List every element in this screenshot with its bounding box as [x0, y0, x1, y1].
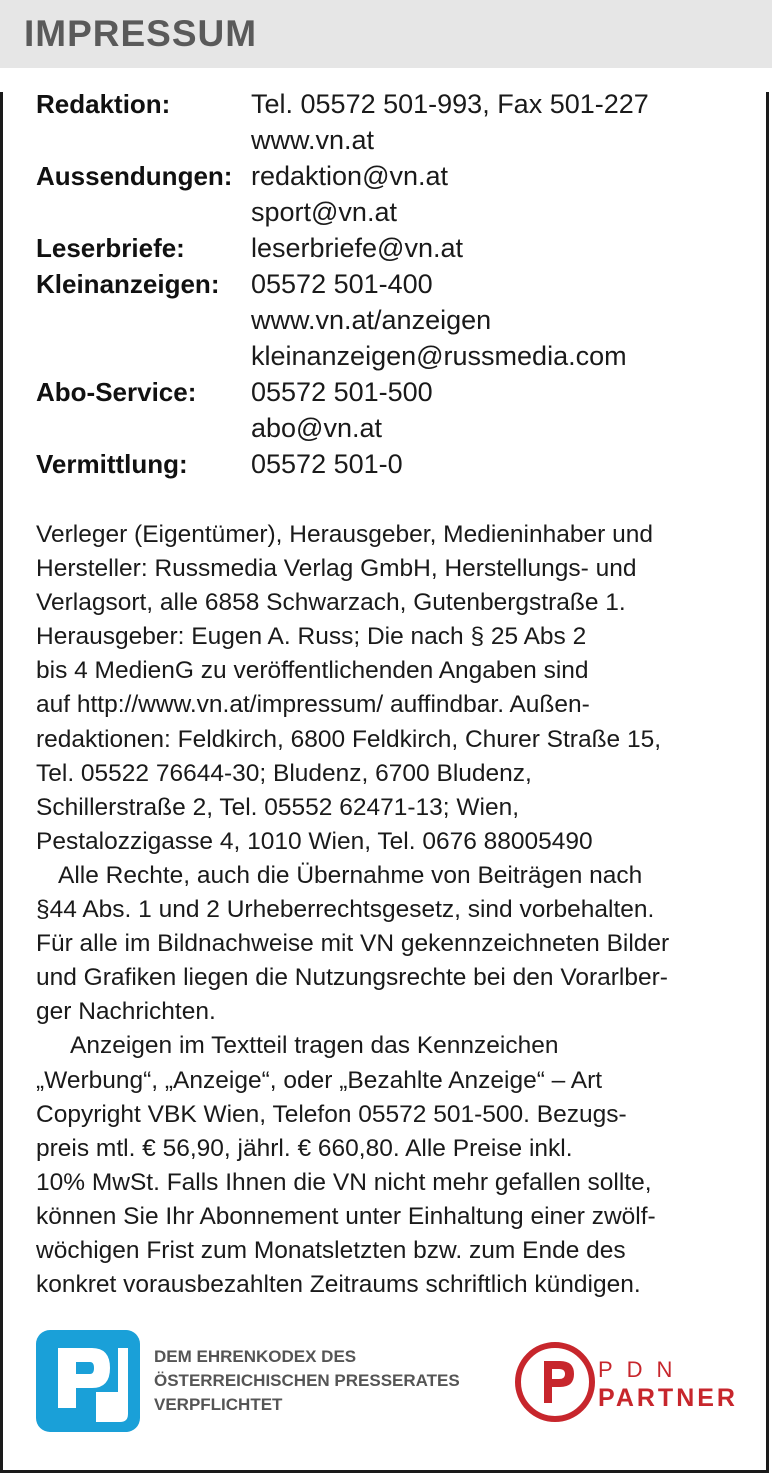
text-line: Alle Rechte, auch die Übernahme von Beiträgen nach — [58, 861, 643, 889]
text-line: konkret vorausbezahlten Zeitraums schriftlich kündigen. — [36, 1271, 641, 1299]
contact-value: 05572 501-0 — [251, 449, 403, 479]
text-line: §44 Abs. 1 und 2 Urheberrechtsgesetz, sind vorbehalten. — [36, 896, 655, 924]
impressum-body — [36, 518, 736, 1302]
ads-paragraph — [36, 1029, 736, 1302]
contact-row — [36, 374, 756, 446]
text-line: „Werbung“, „Anzeige“, oder „Bezahlte Anzeige“ – Art — [36, 1066, 603, 1094]
contact-values — [251, 158, 756, 230]
contact-row — [36, 446, 756, 482]
text-line: bis 4 MedienG zu veröffentlichenden Angaben sind — [36, 657, 589, 685]
contact-value: 05572 501-500 — [251, 377, 433, 407]
text-line: Anzeigen im Textteil tragen das Kennzeichen — [70, 1032, 559, 1060]
contact-label: Redaktion: — [36, 89, 171, 119]
text-line: und Grafiken liegen die Nutzungsrechte bei den Vorarlber- — [36, 964, 668, 992]
contact-values — [251, 446, 756, 482]
contact-row — [36, 230, 756, 266]
pdn-label: PDN — [598, 1357, 687, 1382]
ehrenkodex-line: VERPFLICHTET — [154, 1395, 283, 1414]
ehrenkodex-text — [154, 1345, 494, 1417]
text-line: 10% MwSt. Falls Ihnen die VN nicht mehr gefallen sollte, — [36, 1168, 652, 1196]
contact-label: Leserbriefe: — [36, 233, 185, 263]
contact-label: Abo-Service: — [36, 377, 197, 407]
text-line: auf http://www.vn.at/impressum/ auffindbar. Außen- — [36, 691, 590, 719]
text-line: preis mtl. € 56,90, jährl. € 660,80. Alle Preise inkl. — [36, 1134, 573, 1162]
ehrenkodex-line: DEM EHRENKODEX DES — [154, 1347, 357, 1366]
contact-values — [251, 266, 756, 374]
contact-value: Tel. 05572 501-993, Fax 501-227 — [251, 89, 649, 119]
page-title: IMPRESSUM — [24, 13, 258, 54]
contact-value: abo@vn.at — [251, 413, 382, 443]
partner-label: PARTNER — [598, 1384, 738, 1412]
text-line: Copyright VBK Wien, Telefon 05572 501-500. Bezugs- — [36, 1100, 627, 1128]
text-line: Verlagsort, alle 6858 Schwarzach, Gutenbergstraße 1. — [36, 589, 626, 617]
contact-label: Vermittlung: — [36, 449, 188, 479]
publisher-paragraph — [36, 518, 736, 859]
text-line: Herausgeber: Eugen A. Russ; Die nach § 25 Abs 2 — [36, 623, 587, 651]
contact-row — [36, 86, 756, 158]
contact-row — [36, 158, 756, 230]
contact-values — [251, 374, 756, 446]
presserat-logo-icon — [36, 1330, 140, 1432]
text-line: Für alle im Bildnachweise mit VN gekennzeichneten Bilder — [36, 930, 670, 958]
contact-value: kleinanzeigen@russmedia.com — [251, 341, 627, 371]
text-line: Tel. 05522 76644-30; Bludenz, 6700 Bludenz, — [36, 759, 532, 787]
impressum-header — [0, 0, 772, 68]
contact-value: redaktion@vn.at — [251, 161, 449, 191]
contact-value: sport@vn.at — [251, 197, 397, 227]
contact-label: Kleinanzeigen: — [36, 269, 220, 299]
text-line: redaktionen: Feldkirch, 6800 Feldkirch, Churer Straße 15, — [36, 725, 662, 753]
contact-value: 05572 501-400 — [251, 269, 433, 299]
text-line: Verleger (Eigentümer), Herausgeber, Medieninhaber und — [36, 521, 653, 548]
text-line: Pestalozzigasse 4, 1010 Wien, Tel. 0676 88005490 — [36, 827, 593, 855]
contact-list — [36, 86, 756, 482]
contact-value: leserbriefe@vn.at — [251, 233, 464, 263]
text-line: ger Nachrichten. — [36, 998, 216, 1026]
contact-values — [251, 230, 756, 266]
text-line: wöchigen Frist zum Monatsletzten bzw. zum Ende des — [36, 1236, 626, 1264]
contact-value: www.vn.at/anzeigen — [251, 305, 492, 335]
text-line: Schillerstraße 2, Tel. 05552 62471-13; Wien, — [36, 793, 520, 821]
contact-row — [36, 266, 756, 374]
text-line: können Sie Ihr Abonnement unter Einhaltung einer zwölf- — [36, 1202, 656, 1230]
text-line: Hersteller: Russmedia Verlag GmbH, Herstellungs- und — [36, 555, 637, 583]
ehrenkodex-line: ÖSTERREICHISCHEN PRESSERATES — [154, 1371, 460, 1390]
contact-values — [251, 86, 756, 158]
pdn-partner-logo-icon — [514, 1341, 596, 1423]
rights-paragraph — [36, 859, 736, 1029]
contact-label: Aussendungen: — [36, 161, 233, 191]
contact-value: www.vn.at — [251, 125, 375, 155]
